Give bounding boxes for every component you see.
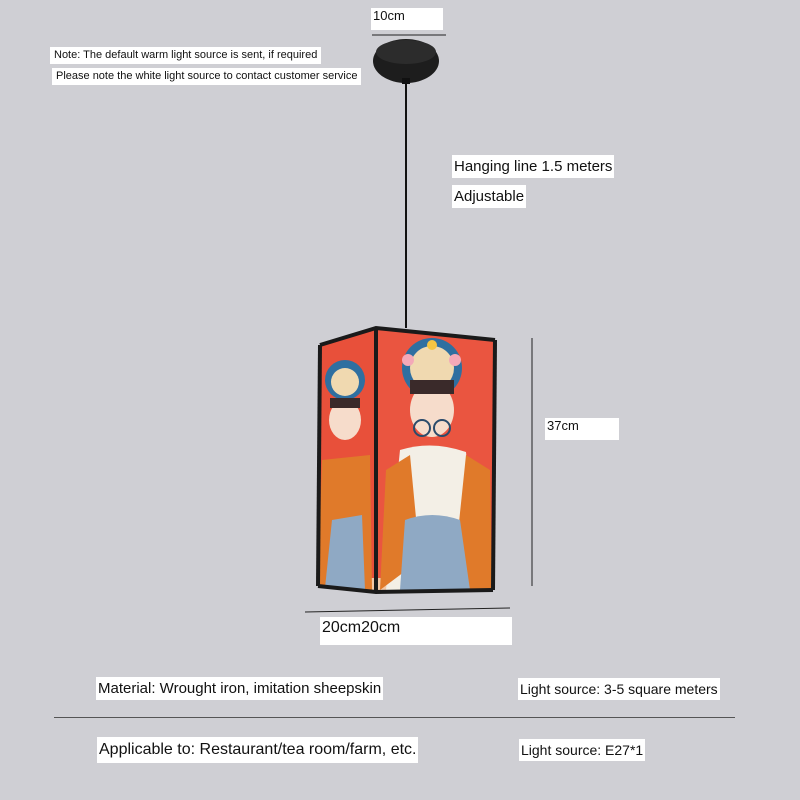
height-label: 37cm	[545, 418, 619, 440]
material-spec: Material: Wrought iron, imitation sheepskin	[96, 677, 383, 700]
light-area-spec: Light source: 3-5 square meters	[518, 678, 720, 700]
width-dimension-line	[305, 608, 510, 612]
lampshade	[318, 328, 495, 592]
spec-divider	[54, 717, 735, 718]
light-type-spec: Light source: E27*1	[519, 739, 645, 761]
top-size-label: 10cm	[371, 8, 443, 30]
applicable-spec: Applicable to: Restaurant/tea room/farm, etc.	[97, 737, 418, 763]
note-line-1: Note: The default warm light source is sent, if required	[50, 47, 321, 64]
hanging-line-label: Hanging line 1.5 meters	[452, 155, 614, 178]
base-size-label: 20cm20cm	[320, 617, 512, 645]
adjustable-label: Adjustable	[452, 185, 526, 208]
note-line-2: Please note the white light source to contact customer service	[52, 68, 361, 85]
